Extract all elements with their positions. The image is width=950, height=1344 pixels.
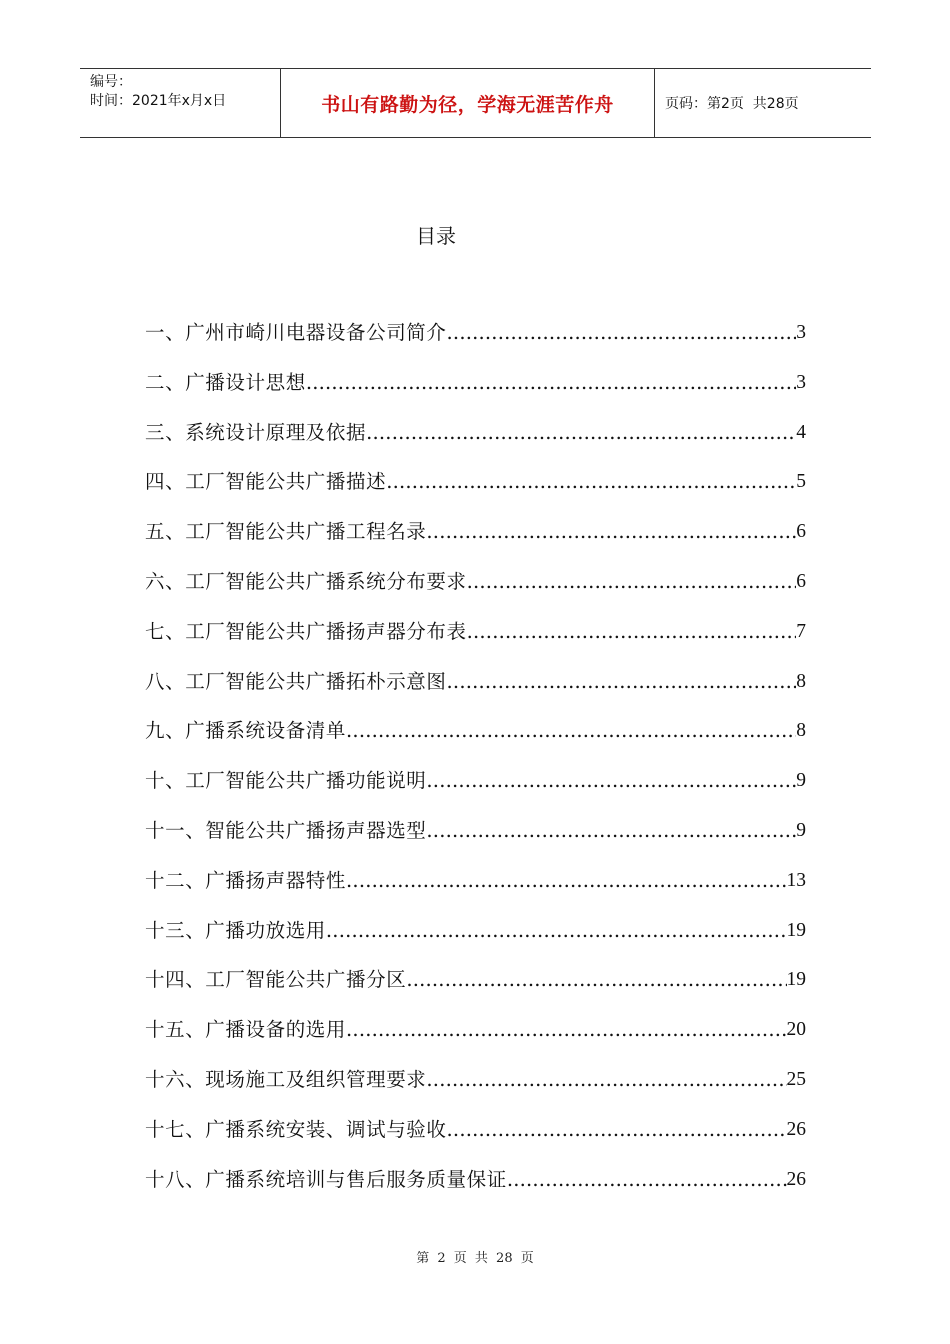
toc-entry[interactable] [145,916,806,966]
toc-dot-leader [426,517,796,547]
toc-entry-page: 9 [796,770,806,792]
toc-entry-page: 3 [796,322,806,343]
toc-entry-page: 20 [786,1019,806,1041]
toc-entry-label: 二、广播设计思想 [145,370,306,394]
toc-entry-label: 五、工厂智能公共广播工程名录 [145,520,427,544]
toc-entry[interactable] [145,517,806,567]
toc-entry-page: 19 [786,919,806,941]
table-of-contents [145,318,806,1214]
toc-dot-leader [306,368,796,398]
toc-dot-leader [426,766,796,796]
number-label: 编号： [90,74,132,90]
toc-dot-leader [326,916,787,946]
time-label: 时间：2021年x月x日 [90,93,227,109]
toc-entry-page: 6 [796,570,806,592]
document-header [80,68,871,138]
toc-entry-page: 4 [796,421,806,443]
toc-entry-label: 十一、智能公共广播扬声器选型 [145,818,427,842]
toc-entry-label: 十三、广播功放选用 [145,918,326,942]
toc-dot-leader [507,1165,787,1195]
toc-entry-label: 十六、现场施工及组织管理要求 [145,1067,427,1091]
page-footer: 第 2 页 共 28 页 [416,1251,534,1266]
toc-entry-page: 5 [796,471,806,493]
toc-entry-page: 13 [786,869,806,891]
toc-entry[interactable] [145,368,806,418]
toc-entry-label: 九、广播系统设备清单 [145,719,347,743]
toc-entry[interactable] [145,866,806,916]
toc-entry-page: 9 [796,819,806,841]
toc-entry[interactable] [145,567,806,617]
toc-entry-label: 六、工厂智能公共广播系统分布要求 [145,569,467,593]
toc-entry[interactable] [145,1115,806,1165]
toc-entry-page: 26 [786,1168,806,1190]
toc-entry-label: 八、工厂智能公共广播拓朴示意图 [145,669,447,693]
toc-entry-label: 十二、广播扬声器特性 [145,868,347,892]
toc-entry-page: 25 [786,1068,806,1090]
header-page-info: 页码：第2页 共28页 [665,96,799,112]
toc-dot-leader [346,1015,786,1045]
toc-dot-leader [467,617,797,647]
toc-dot-leader [366,418,796,448]
toc-entry-page: 19 [786,969,806,991]
toc-dot-leader [386,467,796,497]
toc-dot-leader [346,866,786,896]
toc-entry-page: 6 [796,521,806,543]
toc-entry[interactable] [145,1015,806,1065]
toc-entry[interactable] [145,617,806,667]
toc-entry-label: 三、系统设计原理及依据 [145,420,367,444]
toc-entry[interactable] [145,965,806,1015]
toc-dot-leader [406,965,786,995]
toc-entry-page: 8 [796,720,806,742]
toc-entry-label: 一、广州市崎川电器设备公司简介 [145,321,447,344]
toc-dot-leader [447,1115,787,1145]
toc-entry[interactable] [145,816,806,866]
toc-dot-leader [426,816,796,846]
toc-entry-label: 四、工厂智能公共广播描述 [145,470,387,494]
header-meta [80,69,281,137]
toc-dot-leader [346,716,796,746]
toc-entry[interactable] [145,667,806,717]
toc-entry[interactable] [145,467,806,517]
toc-entry-label: 十八、广播系统培训与售后服务质量保证 [145,1167,507,1191]
toc-dot-leader [467,567,797,597]
toc-entry-page: 8 [796,670,806,692]
toc-entry-page: 26 [786,1118,806,1140]
toc-entry-page: 3 [796,371,806,393]
toc-entry-label: 十五、广播设备的选用 [145,1018,347,1042]
toc-entry[interactable] [145,318,806,368]
toc-entry-label: 十四、工厂智能公共广播分区 [145,968,407,992]
toc-entry[interactable] [145,766,806,816]
toc-entry-label: 十七、广播系统安装、调试与验收 [145,1117,447,1141]
toc-title: 目录 [416,224,456,248]
toc-entry[interactable] [145,1165,806,1215]
toc-dot-leader [426,1065,786,1095]
toc-dot-leader [447,318,797,348]
toc-dot-leader [447,667,797,697]
header-motto: 书山有路勤为径，学海无涯苦作舟 [281,69,655,137]
toc-entry[interactable] [145,418,806,468]
toc-entry[interactable] [145,716,806,766]
toc-entry[interactable] [145,1065,806,1115]
toc-entry-label: 七、工厂智能公共广播扬声器分布表 [145,619,467,643]
toc-entry-page: 7 [796,620,806,642]
toc-entry-label: 十、工厂智能公共广播功能说明 [145,769,427,793]
